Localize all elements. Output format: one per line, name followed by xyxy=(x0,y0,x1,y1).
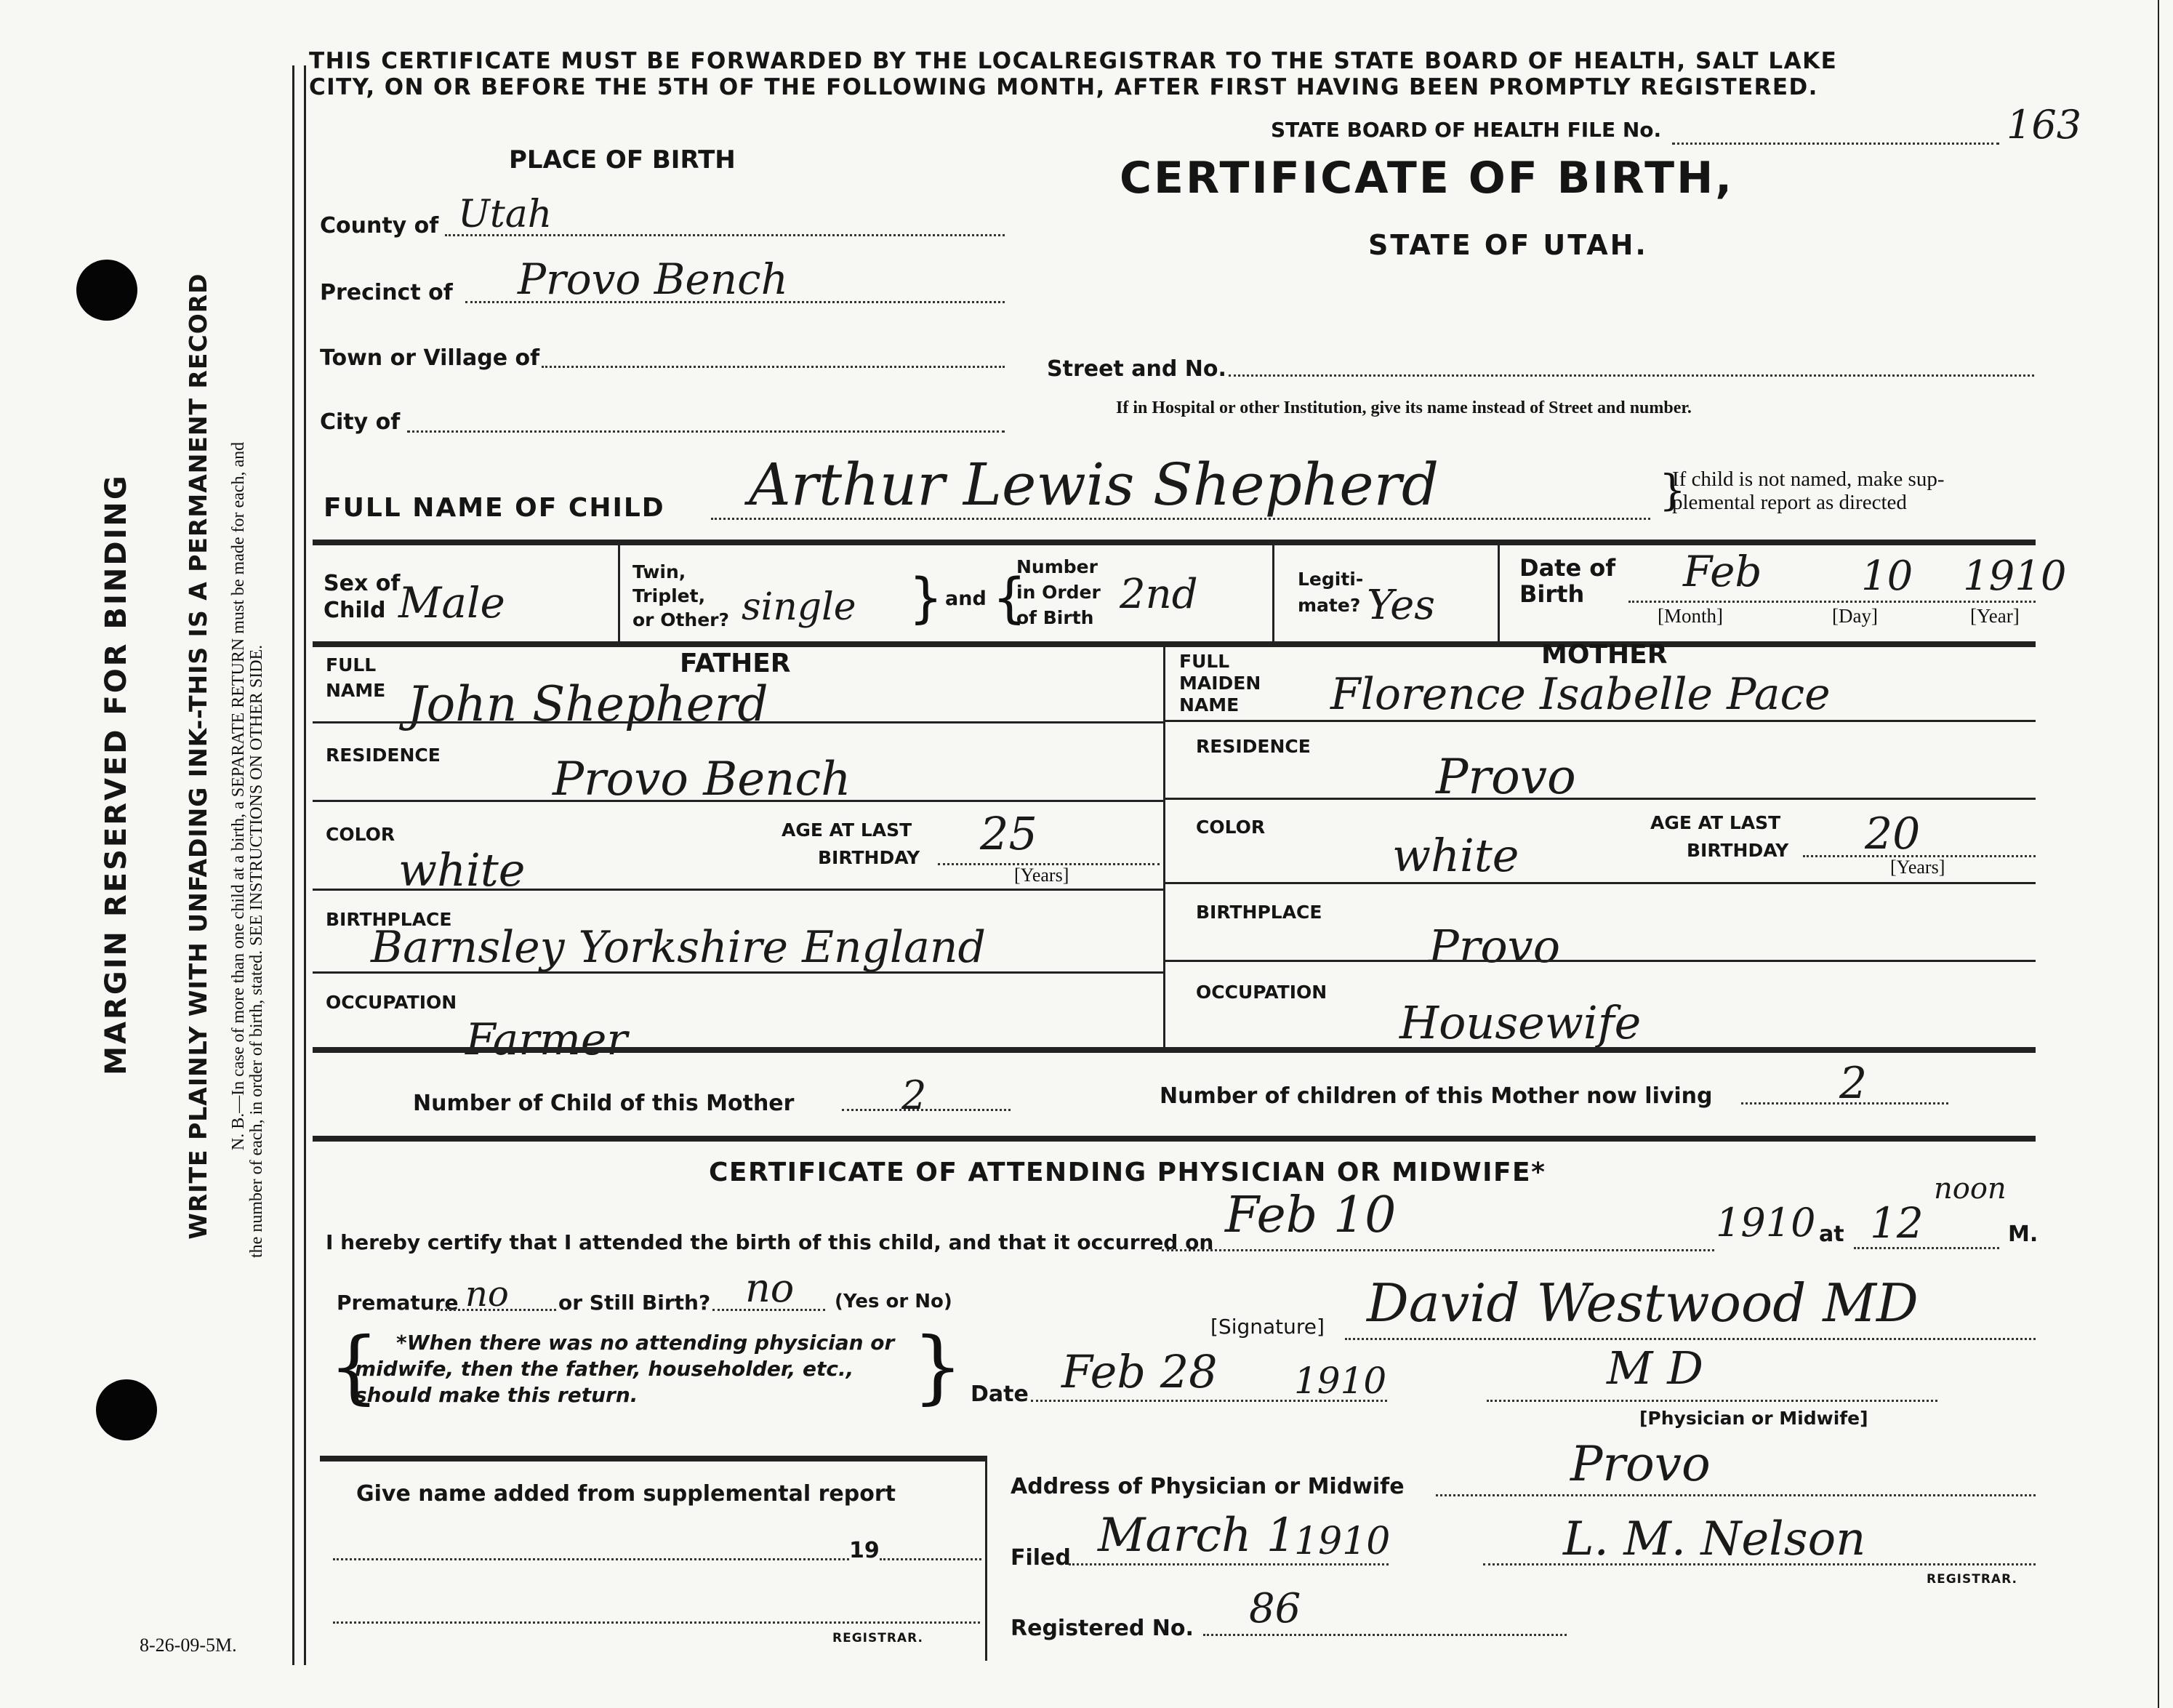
father-occupation-label: OCCUPATION xyxy=(326,992,457,1013)
signature-line xyxy=(1345,1338,2036,1340)
day-caption: [Day] xyxy=(1832,605,1878,627)
father-name-label-2: NAME xyxy=(326,680,386,701)
address-label: Address of Physician or Midwife xyxy=(1011,1474,1405,1499)
footnote-line1: *When there was no attending physician or xyxy=(396,1331,895,1355)
child-name-note-line1: If child is not named, make sup- xyxy=(1672,468,1945,491)
physician-heading: CERTIFICATE OF ATTENDING PHYSICIAN OR MIDWIFE* xyxy=(709,1158,1546,1187)
twin-value: single xyxy=(742,585,856,629)
filed-year: 1910 xyxy=(1294,1520,1391,1563)
legit-label-2: mate? xyxy=(1298,595,1361,616)
mother-color-rule xyxy=(1163,882,2036,884)
margin-rule-inner xyxy=(304,65,306,1665)
father-name-rule xyxy=(313,721,1163,723)
footnote-line3: should make this return. xyxy=(355,1383,638,1407)
file-no-value: 163 xyxy=(2007,102,2082,148)
father-residence-rule xyxy=(313,800,1163,802)
file-no-line xyxy=(1672,143,1999,145)
mother-birthplace-value: Provo xyxy=(1429,920,1561,973)
order-label-2: in Order xyxy=(1016,582,1101,603)
footnote-line2: midwife, then the father, householder, etc., xyxy=(355,1357,854,1381)
time-note: noon xyxy=(1934,1172,2007,1206)
section-rule-parents-bottom xyxy=(313,1047,2036,1053)
child-name-note-brace: } xyxy=(1659,465,1686,515)
father-name-value: John Shepherd xyxy=(407,676,768,732)
street-label: Street and No. xyxy=(1047,356,1226,382)
still-birth-label: or Still Birth? xyxy=(558,1291,711,1315)
premature-label: Premature xyxy=(337,1291,459,1315)
section-rule-top xyxy=(313,540,2036,545)
occurred-date: Feb 10 xyxy=(1225,1187,1397,1244)
m-label: M. xyxy=(2008,1222,2039,1247)
father-age-value: 25 xyxy=(980,807,1037,860)
occurred-year: 1910 xyxy=(1716,1200,1816,1246)
mother-age-label-2: BIRTHDAY xyxy=(1687,840,1789,861)
registered-no-value: 86 xyxy=(1249,1585,1301,1632)
birth-date-line xyxy=(1628,601,2036,603)
page-edge xyxy=(2158,0,2159,1708)
binding-hole-bottom xyxy=(96,1379,157,1440)
row-divider-1 xyxy=(618,544,620,642)
hospital-note: If in Hospital or other Institution, give its name instead of Street and number. xyxy=(1116,398,1692,417)
date-label-1: Date of xyxy=(1519,554,1616,582)
sex-value: Male xyxy=(398,578,505,628)
nb-note-line2: the number of each, in order of birth, stated. SEE INSTRUCTIONS ON OTHER SIDE. xyxy=(247,644,266,1258)
certify-text: I hereby certify that I attended the birth of this child, and that it occurred on xyxy=(326,1230,1214,1254)
twin-label-2: Triplet, xyxy=(632,585,706,606)
mother-color-label: COLOR xyxy=(1196,817,1266,838)
child-number-label: Number of Child of this Mother xyxy=(413,1091,795,1116)
county-value: Utah xyxy=(458,193,553,236)
twin-label-1: Twin, xyxy=(632,561,686,582)
birth-month-value: Feb xyxy=(1683,547,1762,596)
sex-label-2: Child xyxy=(324,598,386,623)
margin-reserved-text: MARGIN RESERVED FOR BINDING xyxy=(100,473,133,1075)
filed-value: March 1 xyxy=(1098,1509,1296,1563)
footnote-brace-left: { xyxy=(329,1320,379,1413)
order-value: 2nd xyxy=(1120,571,1198,618)
father-birthplace-label: BIRTHPLACE xyxy=(326,909,452,930)
file-no-label: STATE BOARD OF HEALTH FILE No. xyxy=(1271,118,1662,142)
footnote-brace-right: } xyxy=(912,1320,963,1413)
father-occupation-value: Farmer xyxy=(465,1014,628,1065)
street-line xyxy=(1229,374,2034,377)
binding-hole-top xyxy=(76,260,137,321)
margin-rule xyxy=(292,65,294,1665)
physician-title-value: M D xyxy=(1607,1342,1703,1395)
year-caption: [Year] xyxy=(1970,605,2020,627)
child-name-label: FULL NAME OF CHILD xyxy=(324,493,665,523)
form-code: 8-26-09-5M. xyxy=(140,1635,237,1656)
forwarding-notice-line1: THIS CERTIFICATE MUST BE FORWARDED BY THE LOCALREGISTRAR TO THE STATE BOARD OF HEALTH, SALT LAKE xyxy=(309,48,1838,74)
father-color-rule xyxy=(313,889,1163,891)
margin-ink-text: WRITE PLAINLY WITH UNFADING INK--THIS IS A PERMANENT RECORD xyxy=(184,273,212,1240)
supplemental-year-prefix: 19 xyxy=(849,1538,880,1563)
certificate-title: CERTIFICATE OF BIRTH, xyxy=(1120,153,1735,204)
section-rule-mid xyxy=(313,641,2036,647)
mother-name-label-2: MAIDEN xyxy=(1179,673,1261,694)
mother-heading: MOTHER xyxy=(1541,640,1668,670)
parents-divider xyxy=(1163,644,1165,1048)
twin-brace: } xyxy=(909,567,944,630)
at-label: at xyxy=(1819,1222,1844,1247)
mother-occupation-value: Housewife xyxy=(1399,996,1642,1049)
legit-value: Yes xyxy=(1367,582,1435,629)
physician-date-value: Feb 28 xyxy=(1061,1345,1218,1398)
registered-no-label: Registered No. xyxy=(1011,1616,1194,1641)
mother-name-label-3: NAME xyxy=(1179,694,1240,715)
supplemental-line-1 xyxy=(333,1558,849,1560)
father-age-label-1: AGE AT LAST xyxy=(782,819,912,841)
mother-color-value: white xyxy=(1392,829,1519,882)
physician-role-caption: [Physician or Midwife] xyxy=(1639,1408,1868,1429)
address-value: Provo xyxy=(1570,1436,1711,1492)
filed-label: Filed xyxy=(1011,1545,1071,1571)
forwarding-notice-line2: CITY, ON OR BEFORE THE 5TH OF THE FOLLOWING MONTH, AFTER FIRST HAVING BEEN PROMPTLY REGISTERED. xyxy=(309,74,1818,100)
signature-label: [Signature] xyxy=(1210,1315,1325,1339)
filed-line xyxy=(1069,1563,1389,1565)
mother-age-value: 20 xyxy=(1865,809,1921,859)
father-color-label: COLOR xyxy=(326,824,395,845)
still-birth-value: no xyxy=(745,1265,795,1311)
father-heading: FATHER xyxy=(680,649,791,678)
city-line xyxy=(407,430,1005,433)
legit-label-1: Legiti- xyxy=(1298,569,1364,590)
county-label: County of xyxy=(320,213,439,238)
registered-no-line xyxy=(1203,1634,1567,1636)
mother-occupation-label: OCCUPATION xyxy=(1196,982,1328,1003)
row-divider-2 xyxy=(1272,544,1274,642)
mother-residence-value: Provo xyxy=(1436,749,1576,805)
sex-label-1: Sex of xyxy=(324,571,401,596)
father-residence-value: Provo Bench xyxy=(553,753,851,806)
father-years-caption: [Years] xyxy=(1014,865,1069,886)
father-residence-label: RESIDENCE xyxy=(326,745,441,766)
physician-title-line xyxy=(1487,1400,1937,1402)
physician-date-label: Date xyxy=(971,1382,1029,1407)
order-brace: { xyxy=(992,567,1027,630)
supplemental-label: Give name added from supplemental report xyxy=(356,1481,896,1507)
father-birthplace-value: Barnsley Yorkshire England xyxy=(371,922,986,973)
mother-residence-label: RESIDENCE xyxy=(1196,736,1311,757)
living-value: 2 xyxy=(1839,1058,1868,1109)
father-birthplace-rule xyxy=(313,971,1163,974)
registrar-value: L. M. Nelson xyxy=(1563,1512,1866,1566)
yes-no-label: (Yes or No) xyxy=(835,1291,952,1312)
living-label: Number of children of this Mother now living xyxy=(1160,1083,1713,1109)
mother-years-caption: [Years] xyxy=(1890,857,1945,878)
supplemental-box-right xyxy=(985,1456,987,1661)
row-divider-3 xyxy=(1498,544,1500,642)
physician-date-year: 1910 xyxy=(1294,1360,1387,1402)
mother-name-value: Florence Isabelle Pace xyxy=(1330,669,1831,720)
supplemental-registrar-caption: REGISTRAR. xyxy=(832,1631,923,1645)
nb-note-line1: N. B.—In case of more than one child at a birth, a SEPARATE RETURN must be made for each, and xyxy=(229,441,248,1151)
mother-age-label-1: AGE AT LAST xyxy=(1650,812,1781,833)
premature-value: no xyxy=(465,1274,509,1315)
child-number-value: 2 xyxy=(901,1072,927,1118)
place-of-birth-heading: PLACE OF BIRTH xyxy=(509,145,736,175)
birth-year-value: 1910 xyxy=(1963,553,2067,600)
father-age-label-2: BIRTHDAY xyxy=(818,847,920,868)
father-color-value: white xyxy=(398,843,526,897)
address-line xyxy=(1436,1494,2036,1496)
registrar-caption: REGISTRAR. xyxy=(1927,1572,2017,1587)
mother-birthplace-rule xyxy=(1163,960,2036,962)
occurred-line xyxy=(1162,1249,1714,1251)
order-label-1: Number xyxy=(1016,556,1098,577)
order-label-3: of Birth xyxy=(1016,607,1094,628)
state-title: STATE OF UTAH. xyxy=(1368,229,1648,261)
mother-birthplace-label: BIRTHPLACE xyxy=(1196,902,1322,923)
and-label: and xyxy=(945,588,987,610)
city-label: City of xyxy=(320,409,401,435)
precinct-value: Provo Bench xyxy=(518,254,788,304)
child-name-value: Arthur Lewis Shepherd xyxy=(749,451,1439,518)
precinct-label: Precinct of xyxy=(320,280,453,305)
supplemental-box-top xyxy=(320,1456,985,1462)
time-value: 12 xyxy=(1870,1198,1924,1248)
child-name-note-line2: plemental report as directed xyxy=(1672,491,1907,514)
twin-label-3: or Other? xyxy=(632,609,729,630)
supplemental-registrar-line xyxy=(333,1621,980,1624)
father-name-label-1: FULL xyxy=(326,654,377,675)
town-label: Town or Village of xyxy=(320,345,540,371)
birth-day-value: 10 xyxy=(1861,553,1913,600)
signature-value: David Westwood MD xyxy=(1367,1272,1919,1334)
supplemental-line-2 xyxy=(880,1558,981,1560)
mother-name-rule xyxy=(1163,720,2036,722)
town-line xyxy=(542,366,1005,368)
month-caption: [Month] xyxy=(1658,605,1723,627)
date-label-2: Birth xyxy=(1519,580,1585,608)
mother-name-label-1: FULL xyxy=(1179,651,1230,672)
mother-residence-rule xyxy=(1163,798,2036,800)
section-rule-counts-bottom xyxy=(313,1136,2036,1142)
